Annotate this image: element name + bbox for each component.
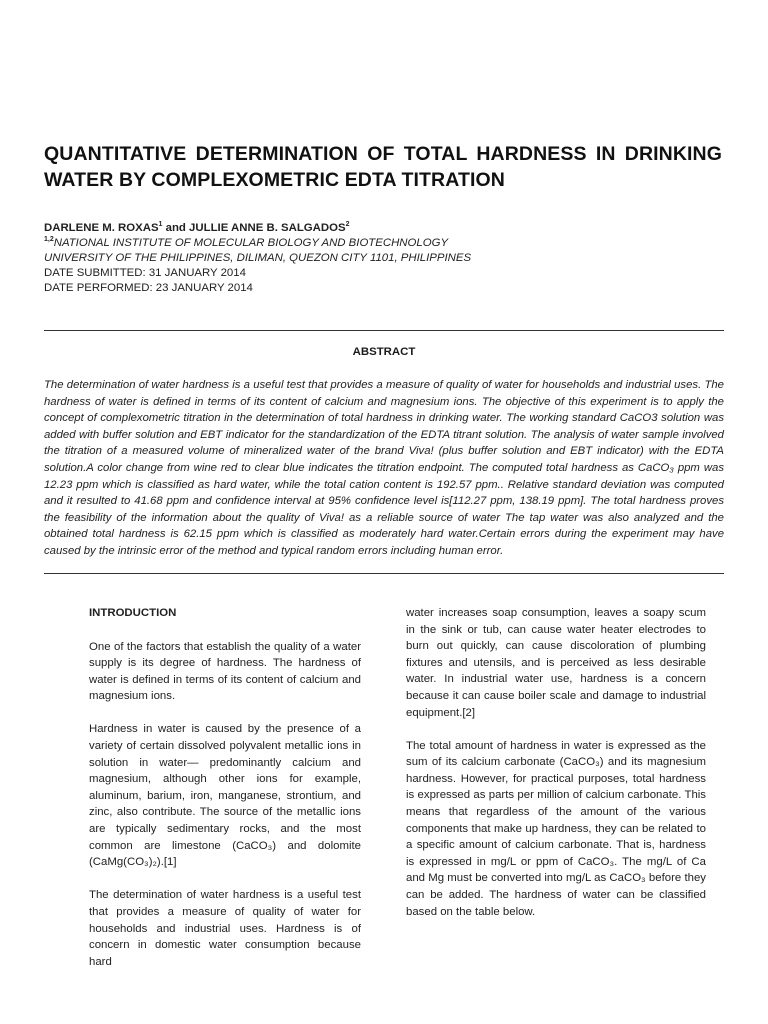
- author-joiner: and: [162, 222, 190, 234]
- author-line: [44, 221, 724, 236]
- paragraph: The determination of water hardness is a useful test that provides a measure of quality of water for households and industrial uses. Hardness is of concern in domestic water consumption because hard: [89, 889, 361, 968]
- paragraph: The total amount of hardness in water is expressed as the sum of its calcium carbonate (CaCO₃) and its magnesium hardness. However, for practical purposes, total hardness is expressed as parts per million of calcium carbonate. This means that regardless of the amount of the various components that make up hardness, they can be related to a specific amount of calcium carbonate. That is, hardness is expressed in mg/L or ppm of CaCO₃. The mg/L of Ca and Mg must be converted into mg/L as CaCO₃ before they can be added. The hardness of water can be classified based on the table below.: [406, 739, 706, 918]
- date-performed: DATE PERFORMED: 23 JANUARY 2014: [44, 282, 253, 294]
- abstract-text: The determination of water hardness is a useful test that provides a measure of quality of water for households and industrial uses. The hardness of water is defined in terms of its content of calcium and magnesium ions. The objective of this experiment is to apply the concept of complexometric titration in the determination of total hardness in drinking water. The working standard CaCO3 solution was added with buffer solution and EBT indicator for the standardization of the EDTA titrant solution. The analysis of water sample involved the titration of a measured volume of mineralized water of the brand Viva! (plus buffer solution and EBT indicator) with the EDTA solution.A color change from wine red to clear blue indicates the titration endpoint. The computed total hardness as CaCO₃ ppm was 12.23 ppm which is classified as hard water, while the total cation content is 192.57 ppm.. Relative standard deviation was computed and it resulted to 41.68 ppm and confidence interval at 95% confidence level is[112.27 ppm, 138.19 ppm]. The total hardness proves the feasibility of the information about the quality of Viva! as a reliable source of water The tap water was also analyzed and the obtained total hardness is 62.15 ppm which is classified as moderately hard water.Certain errors during the experiment may have caused by the intrinsic error of the method and typical random errors including human error.: [44, 379, 724, 557]
- author-block: [44, 221, 724, 296]
- author-name: DARLENE M. ROXAS: [44, 222, 159, 234]
- affiliation-line: [44, 236, 724, 251]
- abstract-heading: ABSTRACT: [352, 346, 416, 358]
- affiliation-superscript: 1,2: [44, 236, 54, 244]
- author-superscript: 2: [345, 221, 350, 229]
- paragraph: One of the factors that establish the quality of a water supply is its degree of hardness. The hardness of water is defined in terms of its content of calcium and magnesium ions.: [89, 640, 361, 703]
- section-heading: INTRODUCTION: [89, 607, 177, 619]
- paragraph: Hardness in water is caused by the presence of a variety of certain dissolved polyvalent metallic ions in solution in water— predominantly calcium and magnesium, although other ions for example, aluminum, barium, iron, manganese, strontium, and zinc, also contribute. The source of the metallic ions are typically sedimentary rocks, and the most common are limestone (CaCO₃) and dolomite (CaMg(CO₃)₂).[1]: [89, 723, 361, 869]
- left-column: [89, 605, 361, 987]
- affiliation-line: UNIVERSITY OF THE PHILIPPINES, DILIMAN, QUEZON CITY 1101, PHILIPPINES: [44, 252, 472, 264]
- paper-title: QUANTITATIVE DETERMINATION OF TOTAL HARDNESS IN DRINKING WATER BY COMPLEXOMETRIC EDTA TITRATION: [44, 143, 722, 191]
- author-name: JULLIE ANNE B. SALGADOS: [189, 222, 346, 234]
- date-submitted: DATE SUBMITTED: 31 JANUARY 2014: [44, 267, 246, 279]
- divider: [44, 330, 724, 331]
- paragraph: water increases soap consumption, leaves a soapy scum in the sink or tub, can cause water heater electrodes to burn out quickly, can cause discoloration of plumbing fixtures and utensils, and is perceived as less desirable water. In industrial water use, hardness is a concern because it can cause boiler scale and damage to industrial equipment.[2]: [406, 607, 706, 719]
- author-superscript: 1: [158, 221, 163, 229]
- right-column: [406, 605, 706, 937]
- divider: [44, 573, 724, 574]
- affiliation: [44, 236, 724, 266]
- affiliation-text: NATIONAL INSTITUTE OF MOLECULAR BIOLOGY AND BIOTECHNOLOGY: [53, 237, 449, 249]
